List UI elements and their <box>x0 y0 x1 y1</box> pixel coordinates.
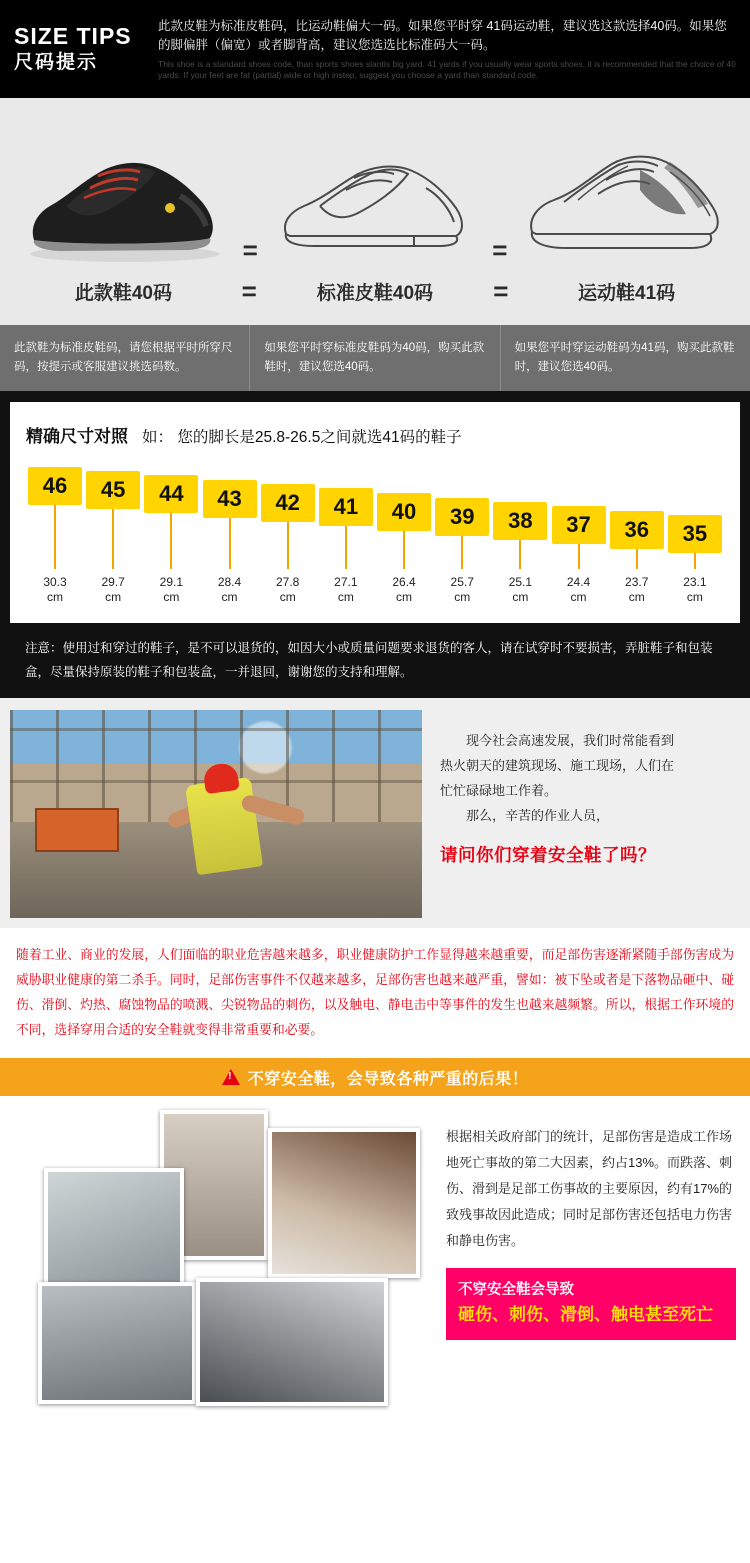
construction-intro-section <box>0 698 750 928</box>
foot-length-unit: cm <box>570 590 587 604</box>
size-chart-column <box>28 467 82 605</box>
comparison-note-3: 如果您平时穿运动鞋码为41码，购买此款鞋时，建议您选40码。 <box>514 342 735 373</box>
foot-length-unit: cm <box>105 590 122 604</box>
warning-banner <box>0 1058 750 1096</box>
size-chip-stem <box>345 526 347 569</box>
shoe-label-standard-leather: 标准皮鞋40码 <box>316 283 434 304</box>
foot-length-unit: cm <box>686 590 703 604</box>
foot-length-unit: cm <box>454 590 471 604</box>
foot-length-unit: cm <box>221 590 238 604</box>
size-chart-example-text: 您的脚长是25.8-26.5之间就选41码的鞋子 <box>177 429 462 446</box>
shoe-comparison-section <box>0 98 750 391</box>
size-chip-stem <box>54 505 56 569</box>
size-chip: 39 <box>435 498 489 536</box>
size-chip-stem <box>519 540 521 569</box>
foot-length-label <box>203 575 257 605</box>
orange-container-art <box>35 808 119 852</box>
foot-length-unit: cm <box>47 590 63 604</box>
size-chart-column <box>144 475 198 605</box>
size-chart-example <box>142 425 462 447</box>
foot-length-value: 29.1 <box>159 575 184 589</box>
construction-site-photo <box>10 710 422 918</box>
shoe-drawing-standard-leather <box>270 136 480 266</box>
size-chip: 40 <box>377 493 431 531</box>
foot-length-value: 30.3 <box>43 575 67 589</box>
construction-intro-text <box>422 710 740 918</box>
injury-statistics-section <box>0 1096 750 1428</box>
safety-shoe-photo-icon <box>20 136 230 266</box>
size-chip: 43 <box>203 480 257 518</box>
foot-length-label <box>610 575 664 605</box>
intro-line-4: 那么，辛苦的作业人员， <box>466 808 610 823</box>
size-chart-column <box>435 498 489 605</box>
foot-length-value: 25.1 <box>508 575 533 589</box>
size-chip: 36 <box>610 511 664 549</box>
size-chip-stem <box>694 553 696 569</box>
foot-length-label <box>668 575 722 605</box>
size-chip-stem <box>170 513 172 569</box>
foot-length-unit: cm <box>628 590 645 604</box>
warning-banner-text: 不穿安全鞋，会导致各种严重的后果！ <box>247 1070 529 1088</box>
size-chart-column <box>261 484 315 605</box>
size-chip-stem <box>461 536 463 569</box>
foot-length-value: 27.1 <box>334 575 358 589</box>
size-chip: 42 <box>261 484 315 522</box>
size-chart-title: 精确尺寸对照 <box>26 427 128 446</box>
size-tips-title-en: SIZE TIPS <box>14 23 132 49</box>
size-chip: 46 <box>28 467 82 505</box>
injury-photo-collage <box>10 1110 430 1410</box>
shoe-label-sport: 运动鞋41码 <box>578 283 676 304</box>
intro-line-2: 热火朝天的建筑现场、施工现场，人们在 <box>440 758 675 773</box>
leather-shoe-outline-icon <box>270 136 480 266</box>
warning-triangle-icon <box>222 1069 240 1085</box>
size-tips-title-block <box>14 23 144 75</box>
consequences-list: 砸伤、刺伤、滑倒、触电甚至死亡 <box>458 1305 713 1324</box>
equals-sign-1: = <box>242 235 258 265</box>
equals-label-1: = <box>241 276 257 306</box>
size-chart-column <box>493 502 547 605</box>
return-policy-caution: 注意：使用过和穿过的鞋子，是不可以退货的，如因大小或质量问题要求退货的客人，请在试穿时不要损害，弄脏鞋子和包装盒，尽量保持原装的鞋子和包装盒，一并退回，谢谢您的支持和理解。 <box>9 624 741 698</box>
size-tips-header <box>0 0 750 98</box>
foot-length-unit: cm <box>279 590 296 604</box>
construction-photo-art <box>10 710 422 918</box>
intro-line-3: 忙忙碌碌地工作着。 <box>440 783 558 798</box>
size-chart-example-prefix: 如： <box>142 429 174 446</box>
size-chart-column <box>552 506 606 605</box>
shoe-drawing-sport <box>520 136 730 266</box>
size-chart-section <box>0 391 750 698</box>
size-chip-stem <box>287 522 289 569</box>
foot-length-label <box>435 575 489 605</box>
size-chip-stem <box>578 544 580 569</box>
size-tips-description <box>144 17 736 81</box>
foot-length-label <box>493 575 547 605</box>
shoe-labels-row <box>0 266 750 325</box>
foot-length-unit: cm <box>396 590 413 604</box>
size-chart-card <box>9 401 741 624</box>
size-chart-column <box>610 511 664 605</box>
industry-risk-paragraph <box>0 928 750 1058</box>
size-chip: 38 <box>493 502 547 540</box>
foot-length-label <box>552 575 606 605</box>
comparison-note-1: 此款鞋为标准皮鞋码，请您根据平时所穿尺码，按提示或客服建议挑选码数。 <box>0 325 250 391</box>
intro-line-1: 现今社会高速发展，我们时常能看到 <box>466 733 675 748</box>
size-chart-header <box>26 422 724 447</box>
comparison-note-2: 如果您平时穿标准皮鞋码为40码，购买此款鞋时，建议您选40码。 <box>250 325 500 391</box>
foot-length-value: 23.1 <box>683 575 707 589</box>
equals-sign-2: = <box>492 235 508 265</box>
size-chart-column <box>668 515 722 605</box>
leg-in-cast-photo <box>268 1128 420 1278</box>
foot-length-value: 28.4 <box>217 575 242 589</box>
injury-statistics-text <box>430 1110 740 1410</box>
shoe-images-row <box>0 116 750 266</box>
consequences-callout <box>446 1268 736 1340</box>
sport-shoe-outline-icon <box>520 136 730 266</box>
foot-length-label <box>86 575 140 605</box>
size-chip: 37 <box>552 506 606 544</box>
foot-length-label <box>261 575 315 605</box>
comparison-notes-row <box>0 325 750 391</box>
shoe-label-this-model: 此款鞋40码 <box>74 283 172 304</box>
industry-risk-text: 随着工业、商业的发展，人们面临的职业危害越来越多，职业健康防护工作显得越来越重要，而足部伤害逐渐紧随手部伤害成为威胁职业健康的第二杀手。同时，足部伤害事件不仅越来越多，足部伤害也越来越严重，譬如：被下坠或者是下落物品砸中、碰伤、滑倒、灼热、腐蚀物品的喷溅、尖锐物品的刺伤，以及触电、静电击中等事件的发生也越来越频繁。所以，根据工作环境的不同，选择穿用合适的安全鞋就变得非常重要和必要。 <box>16 947 734 1037</box>
size-tips-description-en: This shoe is a standard shoes code, than sports shoes slantis big yard. 41 yards if you usually wear sports shoes, it is recommended that the choice of 40 yards. If your feet are fat (partial) wide or high instep, suggest you choose a yard than standard code. <box>158 59 736 80</box>
foot-length-value: 24.4 <box>566 575 591 589</box>
foot-length-label <box>144 575 198 605</box>
foot-length-unit: cm <box>337 590 354 604</box>
size-chip-stem <box>112 509 114 569</box>
size-chart-bars <box>26 467 724 605</box>
size-chip-stem <box>403 531 405 569</box>
size-chip: 41 <box>319 488 373 526</box>
equals-label-2: = <box>493 276 509 306</box>
size-chart-column <box>203 480 257 605</box>
size-chart-column <box>319 488 373 605</box>
foot-length-unit: cm <box>512 590 529 604</box>
size-chart-column <box>377 493 431 605</box>
size-tips-description-cn: 此款皮鞋为标准皮鞋码，比运动鞋偏大一码。如果您平时穿 41码运动鞋，建议选这款选择40码。如果您的脚偏胖（偏宽）或者脚背高，建议您选选比标准码大一码。 <box>158 19 727 52</box>
size-chip: 44 <box>144 475 198 513</box>
foot-length-value: 26.4 <box>392 575 416 589</box>
foot-length-label <box>377 575 431 605</box>
consequences-title: 不穿安全鞋会导致 <box>458 1282 574 1298</box>
size-chip: 35 <box>668 515 722 553</box>
foot-length-value: 29.7 <box>101 575 125 589</box>
foot-length-value: 25.7 <box>450 575 474 589</box>
person-in-wheelchair-photo <box>196 1278 388 1406</box>
size-chip-stem <box>636 549 638 569</box>
bandaged-foot-photo <box>44 1168 184 1288</box>
foot-length-label <box>319 575 373 605</box>
statistics-paragraph: 根据相关政府部门的统计，足部伤害是造成工作场地死亡事故的第二大因素，约占13%。而跌落、刺伤、滑到是足部工伤事故的主要原因，约有17%的致残事故因此造成；同时足部伤害还包括电力伤害和静电伤害。 <box>446 1129 733 1248</box>
foot-length-value: 27.8 <box>276 575 300 589</box>
size-tips-title-cn: 尺码提示 <box>14 52 99 73</box>
shoe-photo-this-model <box>20 136 230 266</box>
size-chip: 45 <box>86 471 140 509</box>
size-chip-stem <box>229 518 231 569</box>
wheelchair-photo <box>38 1282 196 1404</box>
foot-length-value: 23.7 <box>625 575 649 589</box>
size-chart-column <box>86 471 140 605</box>
foot-length-label <box>28 575 82 605</box>
foot-length-unit: cm <box>163 590 180 604</box>
intro-question: 请问你们穿着安全鞋了吗？ <box>440 845 656 865</box>
